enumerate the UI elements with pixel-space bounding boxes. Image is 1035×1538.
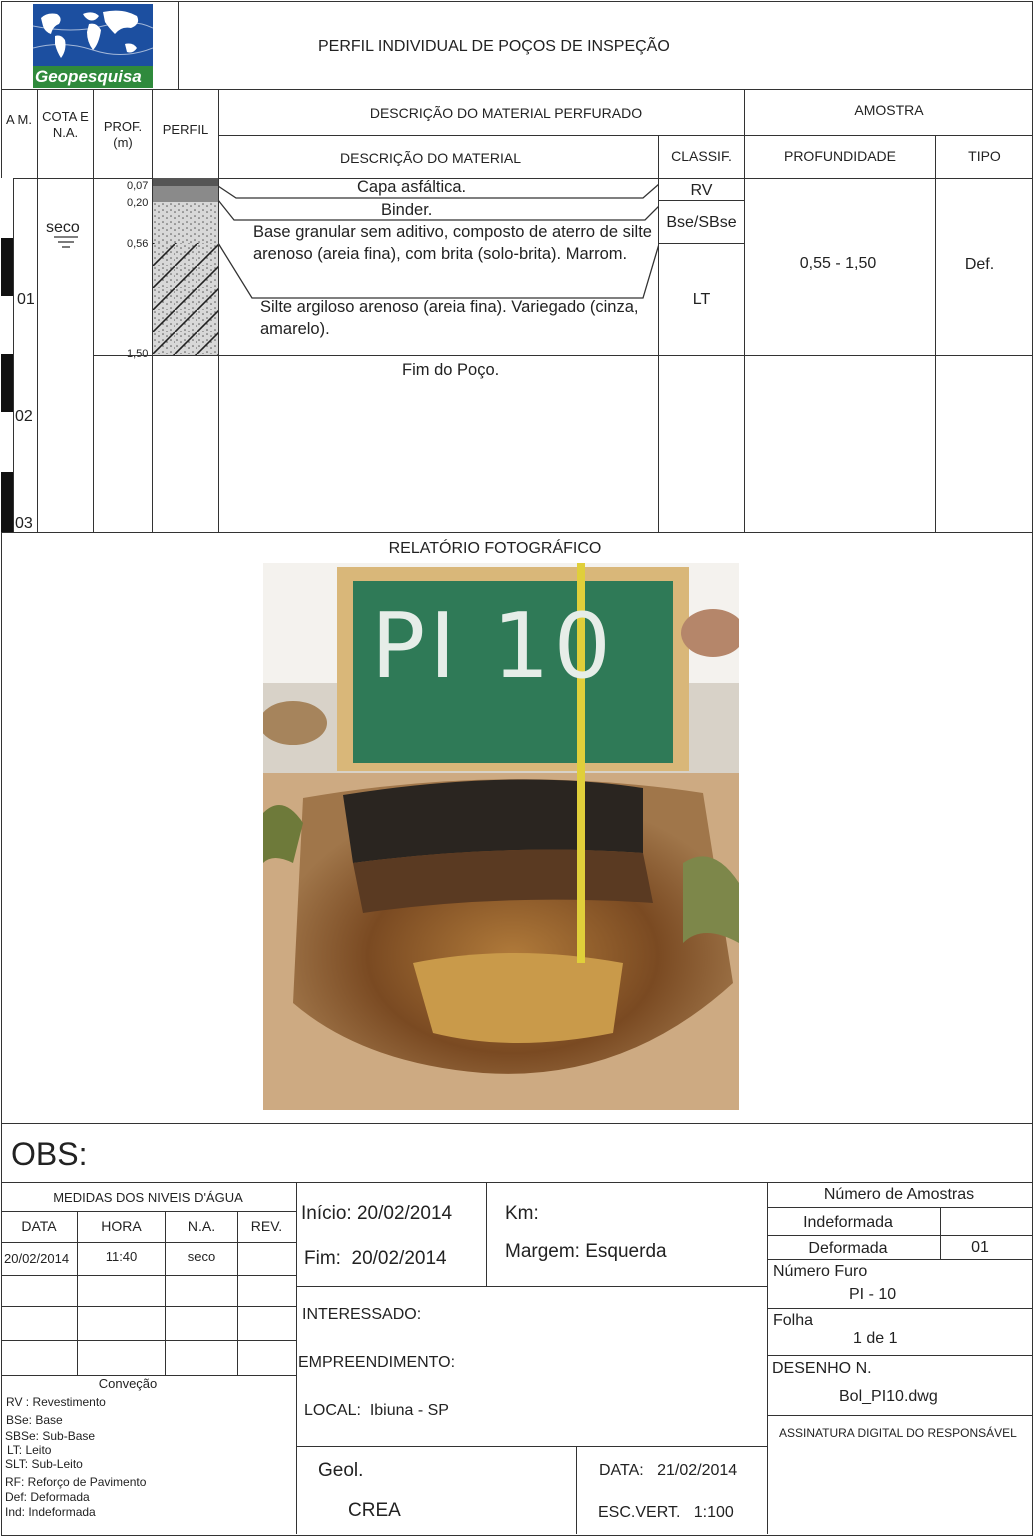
col-descricao: DESCRIÇÃO DO MATERIAL [340,150,521,166]
convention-item: LT: Leito [7,1443,52,1457]
margem-field: Margem: Esquerda [505,1241,667,1262]
divider [178,1,179,89]
divider [1,89,1033,90]
wl-cell-date: 20/02/2014 [4,1251,70,1266]
col-profundidade: PROFUNDIDADE [783,148,896,164]
wl-header-hora: HORA [101,1218,142,1234]
scale-mark-03: 03 [15,515,33,532]
indeformada-label: Indeformada [803,1214,893,1231]
divider [1,1123,1033,1124]
depth-label: 1,50 [127,348,149,360]
col-am: A M. [5,112,32,127]
divider [1,1182,1033,1183]
sample-depth: 0,55 - 1,50 [799,255,877,272]
divider [237,1211,238,1375]
folha-label: Folha [773,1312,814,1329]
layer-classif: RV [690,182,713,199]
deformada-label: Deformada [808,1240,888,1257]
scale-mark-01: 01 [17,291,35,308]
layer-description: Silte argiloso arenoso (areia fina). Variegado (cinza, amarelo). [260,298,639,338]
convention-item: Ind: Indeformada [5,1505,96,1519]
signature-label: ASSINATURA DIGITAL DO RESPONSÁVEL [779,1426,1017,1440]
interessado-field: INTERESSADO: [302,1306,422,1323]
divider [767,1235,1033,1236]
divider [658,243,744,244]
col-descricao-group: DESCRIÇÃO DO MATERIAL PERFURADO [369,105,643,121]
divider [486,1182,487,1286]
scale-mark-02: 02 [15,408,33,425]
col-prof: PROF. (m) [103,119,143,150]
layer-classif: Bse/SBse [666,214,737,231]
col-tipo: TIPO [968,148,1001,164]
water-levels-title: MEDIDAS DOS NIVEIS D'ÁGUA [53,1190,243,1205]
samples-title: Número de Amostras [823,1186,975,1203]
furo-value: PI - 10 [849,1286,897,1303]
depth-scale-bar [1,178,13,532]
divider [218,135,1033,136]
convention-item: BSe: Base [6,1413,63,1427]
divider [1,1242,296,1243]
folha-value: 1 de 1 [853,1330,898,1347]
layer-description: Binder. [381,201,433,219]
soil-profile-graphic [153,178,218,356]
divider [165,1211,166,1375]
layer-description: Base granular sem aditivo, composto de aterro de silte arenoso (areia fina), com brita (solo-brita). Marrom. [253,223,652,263]
depth-label: 0,20 [127,197,149,209]
crea-field: CREA [348,1500,401,1521]
geol-field: Geol. [318,1460,364,1481]
divider [296,1182,297,1534]
fim-field: Fim: 20/02/2014 [304,1248,447,1269]
obs-label: OBS: [11,1136,88,1172]
divider [576,1446,577,1534]
depth-label: 0,07 [127,180,149,192]
depth-label: 0,56 [127,238,149,250]
page-title: PERFIL INDIVIDUAL DE POÇOS DE INSPEÇÃO [318,38,670,55]
convention-item: RV : Revestimento [6,1395,106,1409]
end-of-hole: Fim do Poço. [402,361,500,379]
inspection-pit-photo [263,563,739,1110]
divider [935,135,936,532]
convention-item: RF: Reforço de Pavimento [5,1475,147,1489]
convention-item: Def: Deformada [5,1490,90,1504]
divider [767,1259,1033,1260]
data-field: DATA: 21/02/2014 [599,1462,738,1479]
logo-text: Geopesquisa [35,67,142,86]
divider [1,1211,296,1212]
divider [296,1446,767,1447]
divider [1,1340,296,1341]
esc-vert-field: ESC.VERT. 1:100 [598,1504,734,1521]
divider [1,1306,296,1307]
divider [37,89,38,532]
wl-header-na: N.A. [187,1218,216,1234]
convention-title: Conveção [98,1376,158,1391]
local-field: LOCAL: Ibiuna - SP [304,1402,449,1419]
photo-report-title: RELATÓRIO FOTOGRÁFICO [388,540,602,557]
col-perfil: PERFIL [162,122,209,137]
km-field: Km: [505,1203,539,1224]
convention-item: SBSe: Sub-Base [5,1429,96,1443]
empreendimento-field: EMPREENDIMENTO: [298,1354,456,1371]
board-text: PI 10 [371,594,615,699]
layer-classif: LT [692,291,711,308]
wl-header-rev: REV. [250,1218,283,1234]
col-cota: COTA E N.A. [42,109,89,140]
wl-cell-hora: 11:40 [105,1249,138,1264]
divider [767,1415,1033,1416]
wl-header-data: DATA [21,1218,57,1234]
col-classif: CLASSIF. [671,148,732,164]
layer-description: Capa asfáltica. [357,178,467,196]
inicio-field: Início: 20/02/2014 [301,1203,453,1224]
divider [767,1355,1033,1356]
divider [93,89,94,532]
col-amostra: AMOSTRA [854,102,924,118]
water-level-value: seco [46,219,80,236]
divider [1,532,1033,533]
divider [77,1211,78,1375]
divider [296,1286,767,1287]
sample-type: Def. [964,256,995,273]
divider [1,1275,296,1276]
furo-label: Número Furo [773,1263,868,1280]
deformada-value: 01 [971,1239,989,1256]
wl-cell-na: seco [187,1249,216,1264]
desenho-value: Bol_PI10.dwg [839,1388,938,1405]
divider [767,1308,1033,1309]
company-logo [33,4,153,88]
convention-item: SLT: Sub-Leito [5,1457,83,1471]
divider [767,1207,1033,1208]
water-level-symbol-icon [52,236,80,250]
desenho-label: DESENHO N. [772,1360,872,1377]
